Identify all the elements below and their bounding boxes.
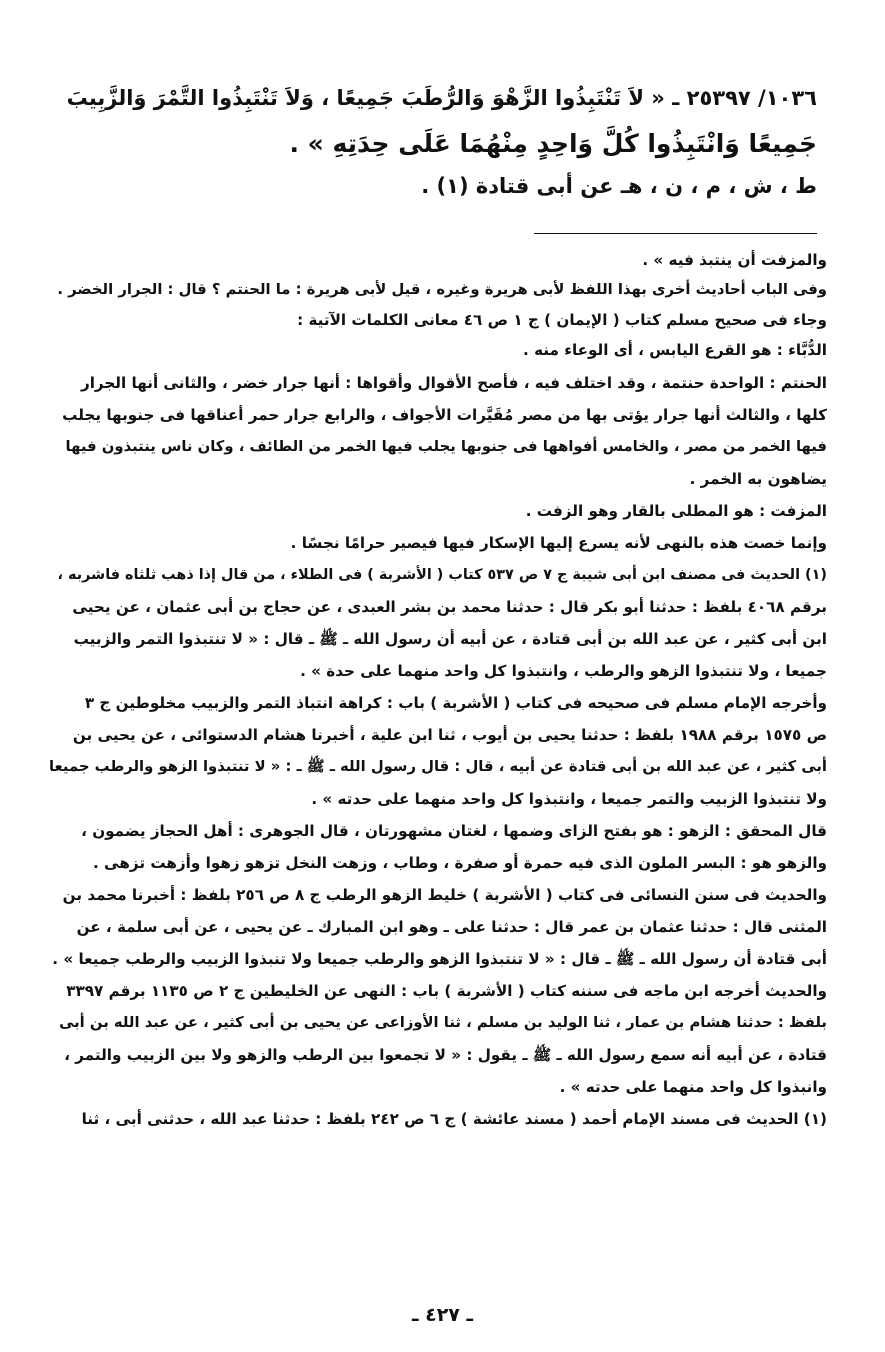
footnote-line: فيها الخمر من مصر ، والخامس أفواهها فى جنوبها يجلب فيها الخمر من الطائف ، وكان ناس ينتبذون فيها [65,438,827,455]
footnote-line: قتادة ، عن أبيه أنه سمع رسول الله ـ ﷺ ـ يقول : « لا تجمعوا بين الرطب والزهو ولا بين الزبيب والتمر ، [64,1046,827,1064]
footnote-line: وانبذوا كل واحد منهما على حدته » . [559,1078,827,1096]
footnote-line: وجاء فى صحيح مسلم كتاب ( الإيمان ) ج ١ ص ٤٦ معانى الكلمات الآتية : [297,311,827,329]
footnote-line: (١) الحديث فى مسند الإمام أحمد ( مسند عائشة ) ج ٦ ص ٢٤٢ بلفظ : حدثنا عبد الله ، حدثنى أبى ، ثنا [81,1110,827,1128]
hadith-sources: ط ، ش ، م ، ن ، هـ عن أبى قتادة (١) . [421,174,817,198]
page-number: ـ ٤٢٧ ـ [411,1304,473,1326]
footnote-line: وأخرجه الإمام مسلم فى صحيحه فى كتاب ( الأشربة ) باب : كراهة انتباذ التمر والزبيب مخلوطين ج ٣ [84,694,827,712]
footnote-line: أبى كثير ، عن عبد الله بن أبى قتادة عن أبيه ، قال : قال رسول الله ـ ﷺ ـ : « لا تنتبذوا الزهو والرطب جميعا [49,758,827,775]
footnote-line: والحديث فى سنن النسائى فى كتاب ( الأشربة ) خليط الزهو الرطب ج ٨ ص ٢٥٦ بلفظ : أخبرنا محمد بن [62,886,827,904]
footnote-line: أبى قتادة أن رسول الله ـ ﷺ ـ قال : « لا تنتبذوا الزهو والرطب جميعا ولا تنبذوا الزبيب والرطب جميعا » . [52,950,827,968]
footnote-line: يضاهون به الخمر . [689,470,827,488]
footnote-line: ولا تنتبذوا الزبيب والتمر جميعا ، وانتبذوا كل واحد منهما على حدته » . [311,790,827,808]
footnote-line: والحديث أخرجه ابن ماجه فى سننه كتاب ( الأشربة ) باب : النهى عن الخليطين ج ٢ ص ١١٣٥ برقم ٣٣٩٧ [66,982,827,1000]
footnote-line: كلها ، والثالث أنها جرار يؤتى بها من مصر مُقَيَّرات الأجواف ، والرابع جرار حمر أعناقها فى جنوبها يجلب [62,406,827,424]
main-hadith [57,74,817,206]
footnote-line: الدُّبَّاء : هو القرع اليابس ، أى الوعاء منه . [523,341,827,359]
footnotes-block-definitions [47,245,827,365]
footnote-line: الحنتم : الواحدة حنتمة ، وقد اختلف فيه ، فأصح الأقوال وأقواها : أنها جرار خضر ، والثانى أنها الجرار [80,374,827,392]
footnote-line: (١) الحديث فى مصنف ابن أبى شيبة ج ٧ ص ٥٣٧ كتاب ( الأشربة ) فى الطلاء ، من قال إذا ذهب ثلثاه فاشربه ، [57,567,827,583]
footnote-line: قال المحقق : الزهو : هو بفتح الزاى وضمها ، لغتان مشهورتان ، قال الجوهرى : أهل الحجاز يضمون ، [81,822,827,840]
hadith-text-line: جَمِيعًا وَانْتَبِذُوا كُلَّ وَاحِدٍ مِنْهُمَا عَلَى حِدَتِهِ » . [289,129,817,158]
footnote-line: ص ١٥٧٥ برقم ١٩٨٨ بلفظ : حدثنا يحيى بن أيوب ، ثنا ابن علية ، أخبرنا هشام الدستوائى ، عن يحيى بن [72,726,827,744]
footnote-line: وإنما خصت هذه بالنهى لأنه يسرع إليها الإسكار فيها فيصير حرامًا نجسًا . [290,534,827,552]
hadith-text-line: ١٠٣٦/ ٢٥٣٩٧ ـ « لاَ تَنْتَبِذُوا الزَّهْوَ وَالرُّطَبَ جَمِيعًا ، وَلاَ تَنْتَبِذُوا التَّمْرَ وَالزَّبِيبَ [66,86,817,110]
footnotes [47,245,827,1135]
footnote-line: بلفظ : حدثنا هشام بن عمار ، ثنا الوليد بن مسلم ، ثنا الأوزاعى عن يحيى بن أبى كثير ، عن عبد الله بن أبى [59,1014,827,1031]
footnote-line: برقم ٤٠٦٨ بلفظ : حدثنا أبو بكر قال : حدثنا محمد بن بشر العبدى ، عن حجاج بن أبى عثمان ، عن يحيى [72,598,827,616]
footnote-line: ابن أبى كثير ، عن عبد الله بن أبى قتادة ، عن أبيه أن رسول الله ـ ﷺ ـ قال : « لا تنتبذوا التمر والزبيب [73,630,827,648]
footnote-line: جميعا ، ولا تنتبذوا الزهو والرطب ، وانتبذوا كل واحد منهما على حدة » . [300,662,827,680]
footnote-line: والزهو هو : البسر الملون الذى فيه حمرة أو صفرة ، وطاب ، وزهت النخل تزهو زهوا وأزهت تزهى . [92,854,827,872]
footnote-separator [534,233,817,234]
footnote-line: والمزفت أن ينتبذ فيه » . [642,251,827,269]
footnote-line: المزفت : هو المطلى بالقار وهو الزفت . [525,502,827,520]
footnotes-block-references [47,367,827,1135]
footnote-line: المثنى قال : حدثنا عثمان بن عمر قال : حدثنا على ـ وهو ابن المبارك ـ عن يحيى ، عن أبى سلمة ، عن [76,918,827,936]
footnote-line: وفى الباب أحاديث أخرى بهذا اللفظ لأبى هريرة وغيره ، قيل لأبى هريرة : ما الحنتم ؟ قال : الجرار الخضر . [57,281,827,298]
